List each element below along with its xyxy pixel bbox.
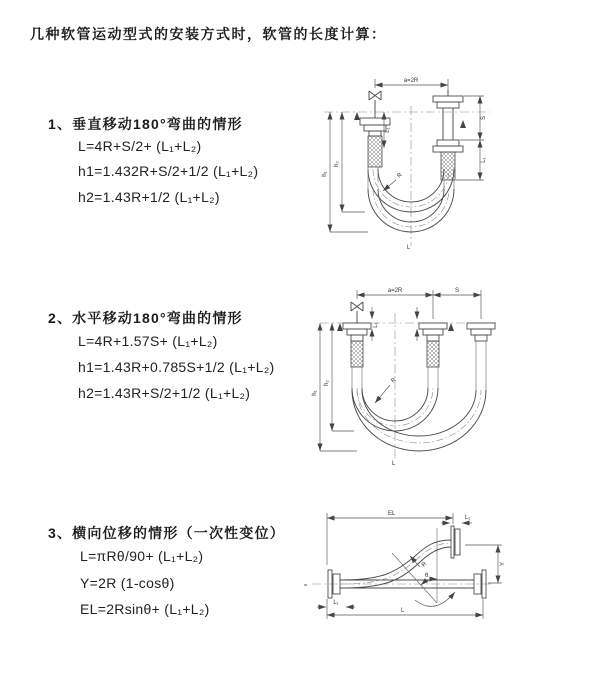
position-arrow-up (337, 323, 343, 331)
dim-label-a2r: a=2R (387, 288, 403, 294)
dimension-l1-top (441, 515, 472, 523)
dimension-h1-h2 (322, 112, 368, 232)
radius-callout (383, 172, 404, 191)
section1-formula-L: L=4R+S/2+ (L₁+L₂) (78, 138, 202, 154)
braid-hatch (351, 341, 363, 367)
dim-label-r: R (396, 172, 404, 180)
dimension-h1-h2 (312, 323, 357, 451)
braid-hatch (368, 136, 382, 167)
section2-heading: 2、水平移动180°弯曲的情形 (48, 310, 243, 326)
right-pipe-assembly (467, 323, 495, 341)
dim-label-l1: L₁ (333, 600, 339, 606)
section1-formula-h2: h2=1.43R+1/2 (L₁+L₂) (78, 189, 220, 205)
angle-label-theta: θ (425, 573, 429, 579)
right-pipe-assembly (433, 90, 466, 180)
dimension-l-bottom (327, 599, 483, 619)
braid-hatch (427, 341, 439, 367)
section3-formula-EL: EL=2Rsinθ+ (L₁+L₂) (80, 601, 210, 617)
position-arrow-up (460, 120, 466, 128)
dim-label-s: S (481, 115, 487, 121)
dim-label-l-total: L (392, 461, 396, 467)
dimension-l1-left (384, 112, 391, 148)
pipe-break-mark: ≈ (304, 583, 308, 589)
dimension-el (327, 511, 453, 565)
dim-label-h2: h₂ (334, 161, 340, 167)
section3-formula-Y: Y=2R (1-cosθ) (80, 575, 175, 591)
dim-label-l-total: L (407, 245, 411, 251)
dimension-y (465, 545, 506, 583)
dim-label-h1: h₁ (322, 171, 328, 177)
dim-label-el: EL (388, 511, 396, 517)
upper-right-flange (451, 526, 460, 558)
dim-label-h1: h₁ (312, 390, 318, 396)
dim-label-l1: L₁ (373, 322, 379, 328)
section1-heading: 1、垂直移动180°弯曲的情形 (48, 116, 243, 132)
dim-label-y: Y (500, 561, 506, 567)
page-title: 几种软管运动型式的安装方式时，软管的长度计算： (30, 26, 387, 42)
dim-label-l1: L₁ (385, 127, 391, 133)
dim-label-h2: h₂ (324, 380, 330, 386)
section1-formula-h1: h1=1.432R+S/2+1/2 (L₁+L₂) (78, 163, 259, 179)
position-arrow-up (354, 112, 360, 120)
dimension-a2r (375, 78, 448, 94)
left-pipe-assembly (354, 112, 390, 167)
valve-icon (369, 91, 381, 118)
dim-label-l-total: L (401, 608, 405, 614)
centerlines (320, 313, 496, 461)
middle-pipe-assembly (419, 323, 454, 367)
valve-icon (351, 302, 363, 323)
hose-u-curves (352, 341, 486, 451)
dim-label-l1: L₁ (465, 515, 471, 521)
left-pipe-assembly (337, 323, 371, 367)
diagram-lateral-displacement (302, 503, 599, 635)
diagram-horizontal-180-bend (312, 283, 594, 473)
dimension-a2r (357, 288, 481, 319)
section2-formula-h2: h2=1.43R+S/2+1/2 (L₁+L₂) (78, 385, 251, 401)
dimension-s (433, 288, 481, 295)
dimension-s-l1-right (456, 96, 487, 180)
section2-formula-L: L=4R+1.57S+ (L₁+L₂) (78, 333, 218, 349)
diagram-vertical-180-bend (310, 72, 555, 260)
dim-label-r: R (420, 561, 429, 569)
dim-label-a2r: a=2R (403, 78, 419, 84)
position-arrow-up (448, 323, 454, 331)
dim-label-l1: L₁ (481, 157, 487, 163)
section2-formula-h1: h1=1.43R+0.785S+1/2 (L₁+L₂) (78, 359, 275, 375)
radius-callout (375, 377, 398, 403)
dimension-l1-small (372, 307, 417, 341)
section3-formula-L: L=πRθ/90+ (L₁+L₂) (80, 548, 204, 564)
dim-label-r: R (390, 377, 398, 385)
dimension-l1-bottom (317, 600, 355, 607)
s-curve-hose (340, 540, 451, 588)
dim-label-s: S (454, 288, 460, 294)
section3-heading: 3、横向位移的情形（一次性变位） (48, 525, 285, 541)
